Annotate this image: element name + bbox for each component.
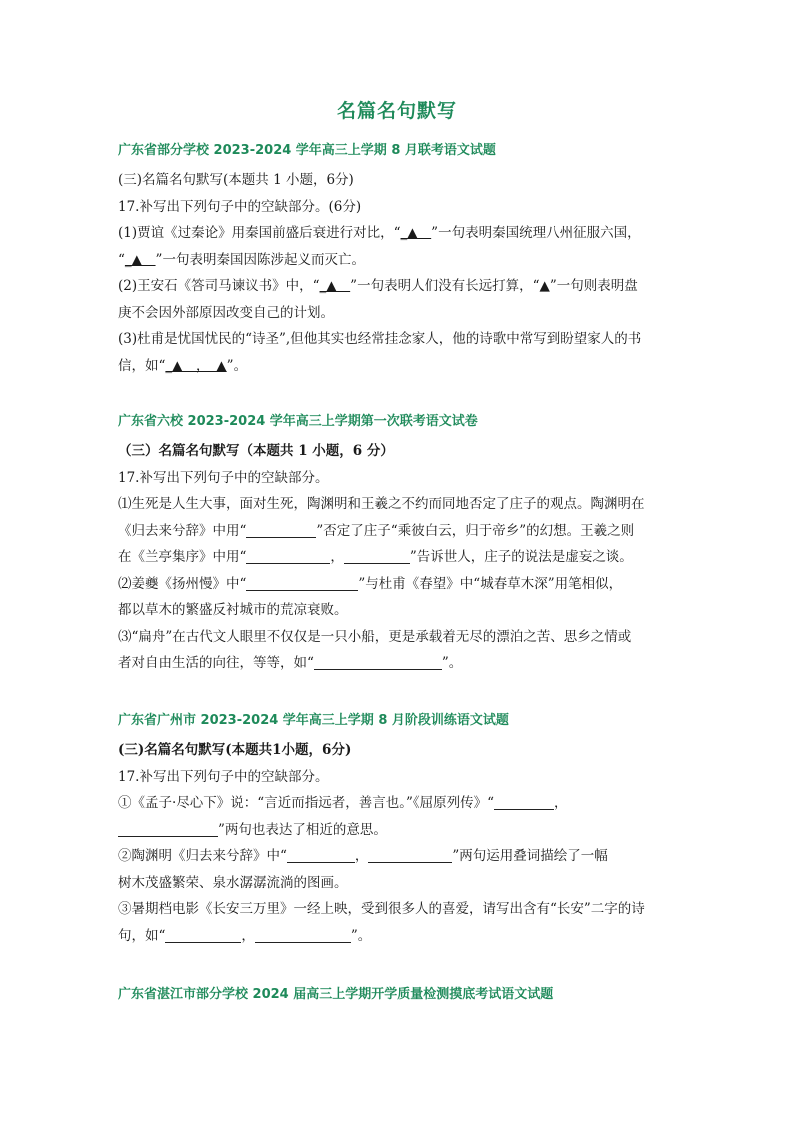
section-1 — [118, 141, 678, 379]
question-3-line-2: 者对自由生活的向往，等等，如“ ”。 — [118, 650, 678, 677]
section-heading: (三)名篇名句默写(本题共 1 小题，6分) — [118, 172, 354, 188]
answer-blank — [165, 925, 241, 943]
question-2-line-1: ②陶渊明《归去来兮辞》中“ ， ”两句运用叠词描绘了一幅 — [118, 843, 678, 870]
answer-blank: _▲ — [319, 278, 351, 294]
section-heading: (三)名篇名句默写(本题共1小题，6分) — [118, 742, 352, 758]
question-3-line-2: 信，如“_▲ ， ▲”。 — [118, 357, 248, 374]
answer-blank — [494, 792, 554, 810]
section-heading: （三）名篇名句默写（本题共 1 小题，6 分） — [118, 443, 394, 459]
question-1-line-2: ”两句也表达了相近的意思。 — [118, 817, 678, 844]
answer-blank: _▲ — [400, 225, 432, 241]
answer-blank: _▲ ， ▲ — [165, 357, 227, 374]
question-2-line-2: 庚不会因外部原因改变自己的计划。 — [118, 304, 334, 321]
answer-blank — [255, 925, 351, 943]
answer-blank — [314, 652, 442, 670]
question-1-line-1: ⑴生死是人生大事，面对生死，陶渊明和王羲之不约而同地否定了庄子的观点。陶渊明在 — [118, 496, 645, 512]
page-title: 名篇名句默写 — [336, 100, 457, 122]
answer-blank — [368, 845, 452, 863]
question-intro: 17.补写出下列句子中的空缺部分。 — [118, 469, 329, 486]
question-3-line-1: (3)杜甫是忧国忧民的“诗圣”,但他其实也经常挂念家人，他的诗歌中常写到盼望家人的书 — [118, 331, 642, 347]
answer-blank: _▲ — [124, 251, 156, 268]
question-1-line-1: ①《孟子·尽心下》说：“言近而指远者，善言也。”《屈原列传》“ ， — [118, 790, 678, 817]
answer-blank — [287, 845, 355, 863]
question-1-line-2: 《归去来兮辞》中用“ ”否定了庄子“乘彼白云，归于帝乡”的幻想。王羲之则 — [118, 518, 678, 545]
question-2-line-2: 树木茂盛繁荣、泉水潺潺流淌的图画。 — [118, 874, 348, 891]
section-3 — [118, 711, 678, 949]
answer-blank — [246, 573, 358, 591]
question-intro: 17.补写出下列句子中的空缺部分。 — [118, 768, 329, 785]
answer-blank: ▲ — [539, 278, 550, 294]
answer-blank — [344, 546, 410, 564]
section-title: 广东省湛江市部分学校 2024 届高三上学期开学质量检测摸底考试语文试题 — [118, 987, 554, 1002]
answer-blank — [118, 819, 218, 837]
question-2-line-2: 都以草木的繁盛反衬城市的荒凉衰败。 — [118, 602, 348, 618]
question-1-line-1: (1)贾谊《过秦论》用秦国前盛后衰进行对比，“_▲ ”一句表明秦国统理八州征服六国， — [118, 225, 641, 241]
section-4 — [118, 985, 678, 1011]
question-intro: 17.补写出下列句子中的空缺部分。(6分) — [118, 198, 362, 215]
section-title: 广东省六校 2023-2024 学年高三上学期第一次联考语文试卷 — [118, 414, 478, 429]
answer-blank — [246, 520, 316, 538]
question-1-line-2: “_▲ ”一句表明秦国因陈涉起义而灭亡。 — [118, 251, 365, 268]
answer-blank — [246, 546, 330, 564]
question-2-line-1: (2)王安石《答司马谏议书》中，“_▲ ”一句表明人们没有长远打算，“▲”一句则表明盘 — [118, 278, 638, 294]
question-1-line-3: 在《兰亭集序》中用“ ， ”告诉世人，庄子的说法是虚妄之谈。 — [118, 544, 678, 571]
question-2-line-1: ⑵姜夔《扬州慢》中“ ”与杜甫《春望》中“城春草木深”用笔相似， — [118, 571, 678, 598]
section-title: 广东省广州市 2023-2024 学年高三上学期 8 月阶段训练语文试题 — [118, 713, 509, 728]
section-title: 广东省部分学校 2023-2024 学年高三上学期 8 月联考语文试题 — [118, 143, 496, 158]
question-3-line-1: ③暑期档电影《长安三万里》一经上映，受到很多人的喜爱，请写出含有“长安”二字的诗 — [118, 901, 645, 917]
question-3-line-2: 句，如“ ， ”。 — [118, 923, 678, 950]
section-2 — [118, 412, 678, 677]
question-3-line-1: ⑶“扁舟”在古代文人眼里不仅仅是一只小船，更是承载着无尽的漂泊之苦、思乡之情或 — [118, 628, 632, 645]
